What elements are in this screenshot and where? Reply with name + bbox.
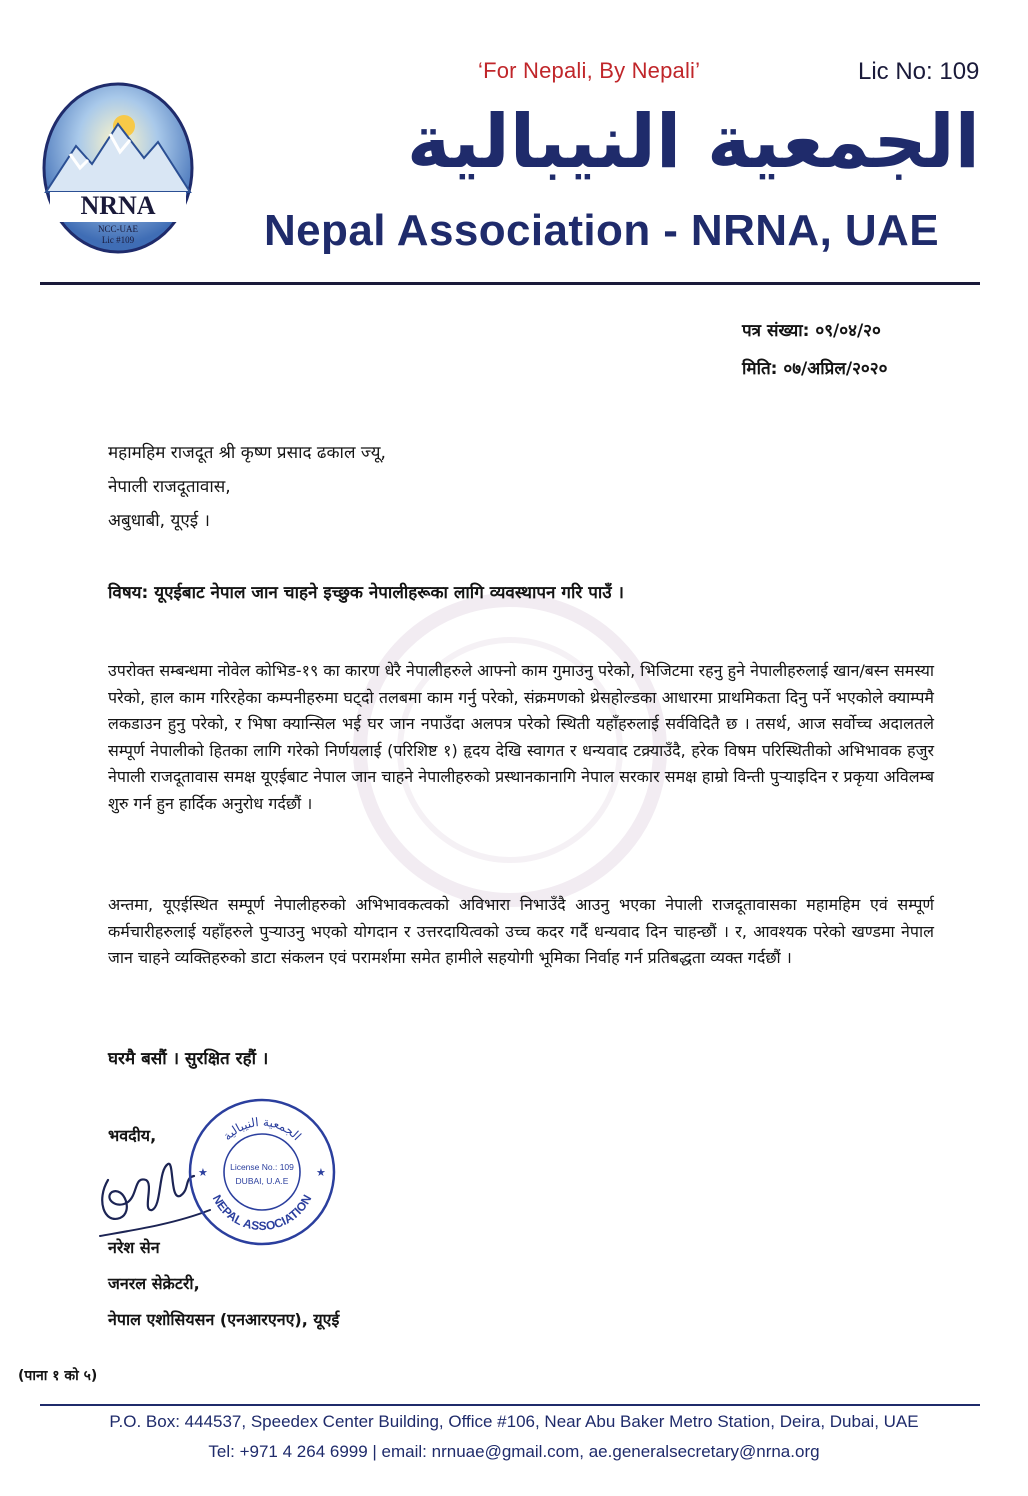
closing-line: घरमै बसौं । सुरक्षित रहौं । <box>108 1049 269 1069</box>
stamp-top-text: الجمعية النيبالية <box>220 1114 304 1144</box>
nrna-logo <box>40 80 196 258</box>
letter-number: पत्र संख्या: ०९/०४/२० <box>742 321 881 341</box>
page-indicator: (पाना १ को ५) <box>18 1368 98 1384</box>
footer-contact: Tel: +971 4 264 6999 | email: nrnuae@gmail.com, ae.generalsecretary@nrna.org <box>208 1442 820 1461</box>
stamp-license: License No.: 109 <box>230 1162 294 1172</box>
letter-date: मिति: ०७/अप्रिल/२०२० <box>742 359 888 379</box>
addressee-line-1: महामहिम राजदूत श्री कृष्ण प्रसाद ढकाल ज्यू, <box>108 443 386 463</box>
addressee-line-3: अबुधाबी, यूएई । <box>108 511 210 531</box>
logo-abbr: NRNA <box>80 191 156 220</box>
body-paragraph-1: उपरोक्त सम्बन्धमा नोवेल कोभिड-१९ का कारण धेरै नेपालीहरुले आफ्नो काम गुमाउनु परेको, भिजिटमा रहनु हुने नेपालीहरुलाई खान/बस्न समस्या परेको, हाल काम गरिरहेका कम्पनीहरुमा घट्दो तलबमा काम गर्नु परेको, संक्रमणको थ्रेसहोल्डका आधारमा प्राथमिकता दिनु पर्ने भएकोले क्याम्पमै लकडाउन हुनु परेको, र भिषा क्यान्सिल भई घर जान नपाउँदा अलपत्र परेको स्थिती यहाँहरुलाई सर्वविदितै छ । तसर्थ, आज सर्वोच्च अदालतले सम्पूर्ण नेपालीको हितका लागि गरेको निर्णयलाई (परिशिष्ट १) हृदय देखि स्वागत र धन्यवाद टक्र्याउँदै, हरेक विषम परिस्थितीको अभिभावक हजुर नेपाली राजदूतावास समक्ष यूएईबाट नेपाल जान चाहने नेपालीहरुको प्रस्थानकानागि नेपाल सरकार समक्ष हाम्रो विन्ती पुऱ्याइदिन र प्रकृया अविलम्ब शुरु गर्न हुन हार्दिक अनुरोध गर्दछौं । <box>108 661 934 813</box>
logo-sub2: Lic #109 <box>101 235 135 245</box>
stamp-bottom-text: NEPAL ASSOCIATION <box>209 1192 315 1234</box>
association-stamp <box>186 1096 338 1248</box>
footer-address: P.O. Box: 444537, Speedex Center Building, Office #106, Near Abu Baker Metro Station, Deira, Dubai, UAE <box>109 1412 919 1431</box>
footer-divider <box>40 1404 980 1406</box>
stamp-city: DUBAI, U.A.E <box>235 1176 289 1186</box>
valediction: भवदीय, <box>108 1126 157 1145</box>
header-divider <box>40 282 980 285</box>
stamp-star-right-icon: ★ <box>316 1166 326 1179</box>
subject-line: विषय: यूएईबाट नेपाल जान चाहने इच्छुक नेपालीहरूका लागि व्यवस्थापन गरि पाउँ । <box>108 583 624 603</box>
signatory-name: नरेश सेन <box>108 1238 160 1257</box>
svg-text:NEPAL ASSOCIATION <box>210 1192 315 1233</box>
arabic-org-name: الجمعية النيبالية <box>406 99 980 185</box>
addressee-line-2: नेपाली राजदूतावास, <box>108 477 231 497</box>
logo-sub1: NCC-UAE <box>98 224 138 234</box>
body-paragraph-2: अन्तमा, यूएईस्थित सम्पूर्ण नेपालीहरुको अभिभावकत्वको अविभारा निभाउँदै आउनु भएका नेपाली राजदूतावासका महामहिम एवं सम्पूर्ण कर्मचारीहरुलाई यहाँहरुले पुऱ्याउनु भएको योगदान र उत्तरदायित्वको उच्च कदर गर्दै धन्यवाद दिन चाहन्छौं । र, आवश्यक परेको खण्डमा नेपाल जान चाहने व्यक्तिहरुको डाटा संकलन एवं परामर्शमा समेत हामीले सहयोगी भूमिका निर्वाह गर्न प्रतिबद्धता व्यक्त गर्दछौं । <box>108 895 934 967</box>
stamp-star-left-icon: ★ <box>198 1166 208 1179</box>
motto: ‘For Nepali, By Nepali’ <box>478 58 701 83</box>
svg-text:الجمعية النيبالية <box>220 1115 304 1143</box>
org-name: Nepal Association - NRNA, UAE <box>264 206 939 255</box>
signatory-organization: नेपाल एशोसियसन (एनआरएनए), यूएई <box>108 1310 340 1329</box>
signatory-title: जनरल सेक्रेटरी, <box>108 1274 200 1293</box>
license-number: Lic No: 109 <box>858 58 980 85</box>
